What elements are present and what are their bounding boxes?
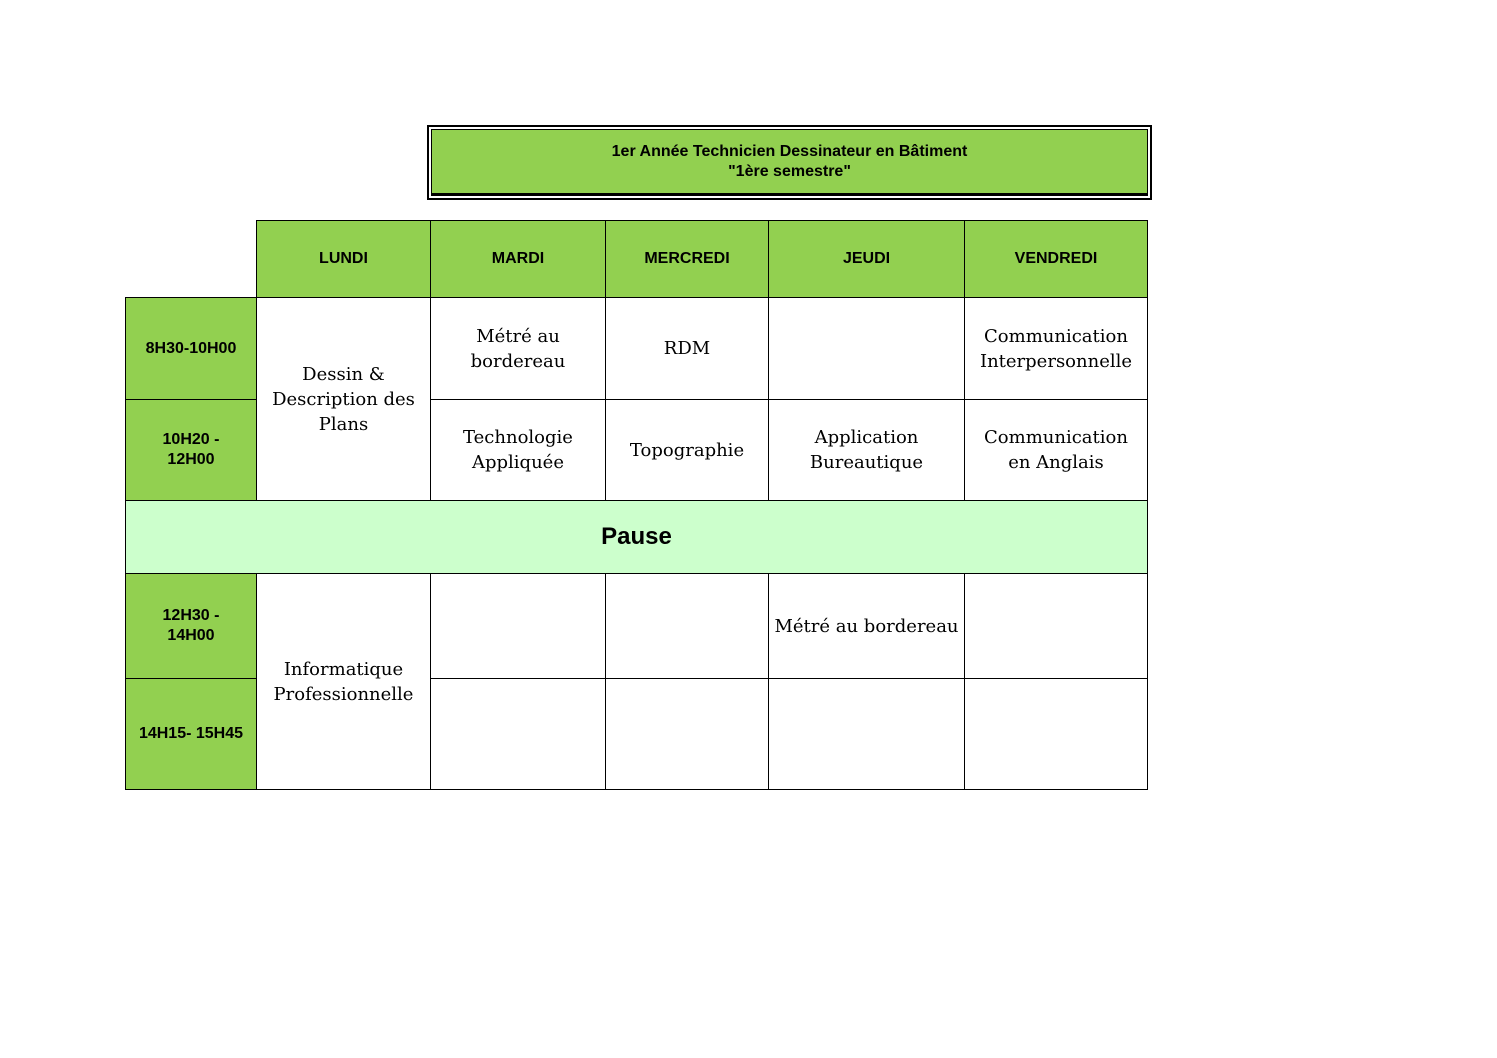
- time-slot-3: [126, 574, 257, 679]
- time-slot-4: 14H15- 15H45: [126, 679, 257, 790]
- course-vendredi-slot4: [965, 679, 1148, 790]
- time-slot-2: [126, 400, 257, 501]
- slot-row-1: [126, 298, 1148, 400]
- course-jeudi-slot1: [769, 298, 965, 400]
- title-banner: [431, 129, 1148, 196]
- course-mardi-slot1: Métré au bordereau: [431, 298, 606, 400]
- title-line-2: "1ère semestre": [728, 162, 851, 180]
- course-vendredi-slot3: [965, 574, 1148, 679]
- course-mardi-slot3: [431, 574, 606, 679]
- time-slot-3-label: 12H30 - 14H00: [162, 607, 220, 644]
- course-jeudi-slot2: Application Bureautique: [769, 400, 965, 501]
- course-mercredi-slot1: RDM: [606, 298, 769, 400]
- pause-row: [126, 501, 1148, 574]
- day-header-mercredi: MERCREDI: [606, 221, 769, 298]
- day-header-lundi: LUNDI: [257, 221, 431, 298]
- slot-row-3: [126, 574, 1148, 679]
- course-mercredi-slot3: [606, 574, 769, 679]
- time-slot-2-label: 10H20 - 12H00: [162, 431, 220, 468]
- course-jeudi-slot3: Métré au bordereau: [769, 574, 965, 679]
- day-header-mardi: MARDI: [431, 221, 606, 298]
- course-vendredi-slot1: Communication Interpersonnelle: [965, 298, 1148, 400]
- corner-cell: [126, 221, 257, 298]
- title-line-1: 1er Année Technicien Dessinateur en Bâtiment: [611, 142, 968, 160]
- course-mercredi-slot4: [606, 679, 769, 790]
- timetable: [125, 220, 1148, 790]
- day-header-jeudi: JEUDI: [769, 221, 965, 298]
- course-vendredi-slot2: Communication en Anglais: [965, 400, 1148, 501]
- course-lundi-afternoon: Informatique Professionnelle: [257, 574, 431, 790]
- day-header-row: [126, 221, 1148, 298]
- pause-cell: Pause: [126, 501, 1148, 574]
- time-slot-1: 8H30-10H00: [126, 298, 257, 400]
- course-jeudi-slot4: [769, 679, 965, 790]
- course-mercredi-slot2: Topographie: [606, 400, 769, 501]
- day-header-vendredi: VENDREDI: [965, 221, 1148, 298]
- course-lundi-morning: Dessin & Description des Plans: [257, 298, 431, 501]
- title-box: [427, 125, 1152, 200]
- course-mardi-slot4: [431, 679, 606, 790]
- course-mardi-slot2: Technologie Appliquée: [431, 400, 606, 501]
